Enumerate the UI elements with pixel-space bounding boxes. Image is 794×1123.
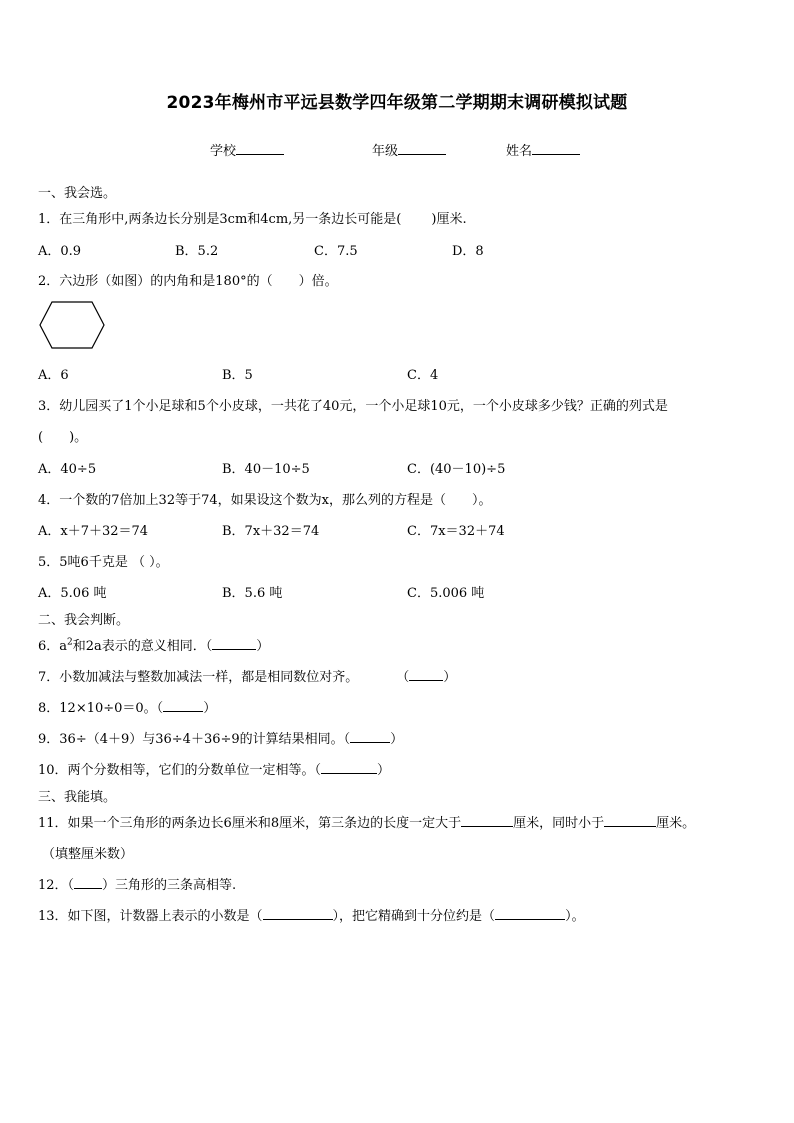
q5-option-b[interactable]: B．5.6 吨: [222, 586, 283, 601]
question-7: 7．小数加减法与整数加减法一样，都是相同数位对齐。 （ ）: [38, 670, 457, 685]
q4-option-a[interactable]: A．x＋7＋32＝74: [38, 524, 149, 539]
question-4: 4．一个数的7倍加上32等于74，如果设这个数为x，那么列的方程是（ ）。: [38, 493, 492, 508]
q11-answer-blank-1[interactable]: [461, 814, 513, 827]
q4-option-c[interactable]: C．7x＝32＋74: [407, 524, 505, 539]
q10-answer-blank[interactable]: [321, 761, 377, 774]
question-10: 10．两个分数相等，它们的分数单位一定相等。（ ）: [38, 763, 391, 778]
question-6: 6．$a^2$和2a表示的意义相同．（ ）: [38, 637, 270, 654]
question-11-note: （填整厘米数）: [42, 847, 134, 862]
question-3-line1: 3．幼儿园买了1个小足球和5个小皮球，一共花了40元，一个小足球10元，一个小皮球多少钱？正确的列式是: [38, 399, 668, 414]
q12-answer-blank[interactable]: [74, 876, 102, 889]
q2-option-b[interactable]: B．5: [222, 368, 253, 383]
name-field: [506, 140, 580, 159]
q2-option-a[interactable]: A．6: [38, 368, 69, 383]
question-8: 8．12×10÷0＝0。（ ）: [38, 701, 217, 716]
q13-answer-blank-1[interactable]: [263, 907, 333, 920]
question-5: 5．5吨6千克是 （ ）。: [38, 555, 169, 570]
school-blank[interactable]: [236, 142, 284, 155]
q7-answer-blank[interactable]: [409, 668, 443, 681]
grade-blank[interactable]: [398, 142, 446, 155]
q3-option-b[interactable]: B．40－10÷5: [222, 462, 310, 477]
q6-answer-blank[interactable]: [212, 637, 256, 650]
question-1: 1．在三角形中,两条边长分别是3cm和4cm,另一条边长可能是( )厘米.: [38, 212, 467, 227]
grade-field: [372, 140, 446, 159]
school-label: 学校: [210, 144, 237, 159]
hexagon-figure-icon: [38, 300, 106, 350]
q2-option-c[interactable]: C．4: [407, 368, 439, 383]
question-12: 12．（ ）三角形的三条高相等.: [38, 878, 237, 893]
page-title: 2023年梅州市平远县数学四年级第二学期期末调研模拟试题: [166, 93, 628, 113]
q9-answer-blank[interactable]: [350, 730, 390, 743]
q3-option-a[interactable]: A．40÷5: [38, 462, 97, 477]
question-3-line2: ( )。: [38, 430, 88, 445]
q1-option-b[interactable]: B．5.2: [175, 244, 219, 259]
q1-option-d[interactable]: D．8: [452, 244, 484, 259]
grade-label: 年级: [372, 144, 399, 159]
q1-option-a[interactable]: A．0.9: [38, 244, 82, 259]
question-13: 13．如下图，计数器上表示的小数是（ ），把它精确到十分位约是（ ）。: [38, 909, 585, 924]
q11-answer-blank-2[interactable]: [604, 814, 656, 827]
section-heading-fill: 三、我能填。: [38, 790, 117, 805]
q8-answer-blank[interactable]: [163, 699, 203, 712]
section-heading-choice: 一、我会选。: [38, 186, 117, 201]
question-9: 9．36÷（4＋9）与36÷4＋36÷9的计算结果相同。（ ）: [38, 732, 404, 747]
question-2: 2．六边形（如图）的内角和是180°的（ ）倍。: [38, 274, 338, 289]
school-field: [210, 140, 284, 159]
q13-answer-blank-2[interactable]: [495, 907, 565, 920]
q4-option-b[interactable]: B．7x＋32＝74: [222, 524, 320, 539]
name-label: 姓名: [506, 144, 533, 159]
q5-option-a[interactable]: A．5.06 吨: [38, 586, 107, 601]
q1-option-c[interactable]: C．7.5: [314, 244, 358, 259]
q5-option-c[interactable]: C．5.006 吨: [407, 586, 485, 601]
section-heading-judge: 二、我会判断。: [38, 613, 130, 628]
question-11: 11．如果一个三角形的两条边长6厘米和8厘米，第三条边的长度一定大于 厘米，同时小于 厘米。: [38, 816, 696, 831]
q3-option-c[interactable]: C．(40－10)÷5: [407, 462, 506, 477]
name-blank[interactable]: [532, 142, 580, 155]
